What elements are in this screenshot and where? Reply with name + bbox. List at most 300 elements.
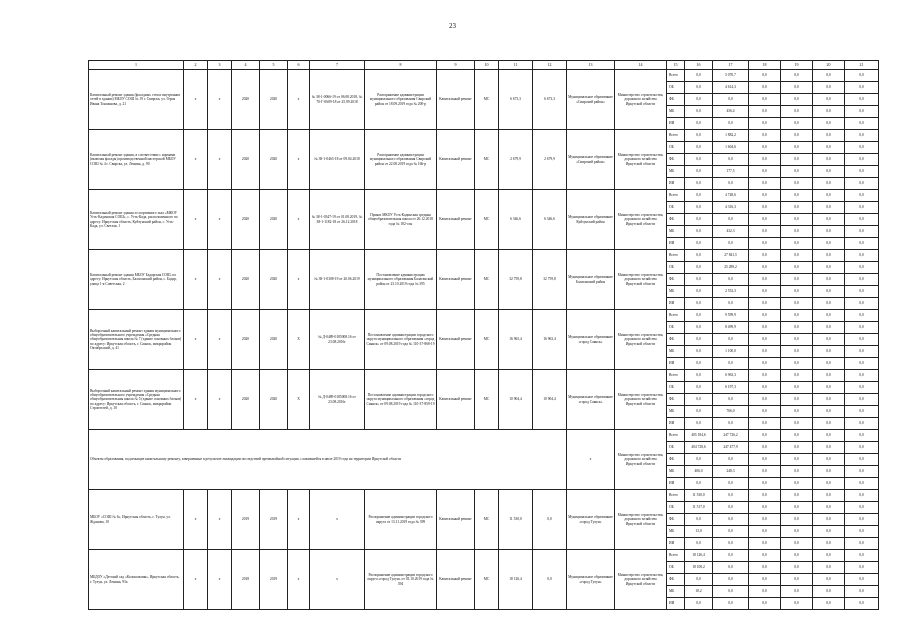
table-row [89, 370, 879, 382]
funding-value: 0,0 [713, 274, 749, 286]
cell-c14: Министерство строительства, дорожного хозяйства Иркутской области [615, 250, 667, 310]
funding-value: 0,0 [781, 154, 813, 166]
column-number: 15 [667, 61, 685, 70]
funding-value: 0,0 [749, 574, 781, 586]
cell-c8: Постановление администрации муниципального образования Балаганский район от 23.10.2019 года № 395 [365, 250, 437, 310]
funding-value: 0,0 [781, 490, 813, 502]
funding-value: 11 517,0 [685, 502, 713, 514]
table-row [89, 250, 879, 262]
funding-value: 0,0 [749, 70, 781, 82]
funding-value: 0,0 [749, 202, 781, 214]
funding-value: 0,0 [813, 286, 845, 298]
funding-value: 0,0 [781, 526, 813, 538]
funding-value: 0,0 [845, 298, 879, 310]
funding-value: 0,0 [845, 430, 879, 442]
funding-value: 0,0 [685, 598, 713, 610]
funding-source-label: Всего [667, 550, 685, 562]
funding-value: 11 530,0 [685, 490, 713, 502]
funding-value: 0,0 [713, 394, 749, 406]
funding-value: 0,0 [781, 502, 813, 514]
funding-value: 0,0 [749, 418, 781, 430]
funding-value: 0,0 [813, 514, 845, 526]
cell-c2: х [184, 70, 208, 130]
funding-value: 0,0 [813, 190, 845, 202]
funding-value: 0,0 [845, 514, 879, 526]
funding-value: 0,0 [813, 322, 845, 334]
funding-value: 0,0 [685, 346, 713, 358]
cell-c7: № 38-1-0347-19 от 01.08.2019, № 38-1-1182-18 от 26.12.2018 [310, 190, 365, 250]
funding-value: 0,0 [813, 298, 845, 310]
funding-value: 0,0 [813, 154, 845, 166]
table-row [89, 70, 879, 82]
object-name: Капитальный ремонт здания, в соответствии с нормами (включая фасады) производственной мастерской МБОУ СОШ № 4 г. Свирска, ул. Ленина, д. 90 [89, 130, 184, 190]
funding-value: 0,0 [845, 526, 879, 538]
funding-source-label: ИИ [667, 118, 685, 130]
funding-value: 0,0 [685, 142, 713, 154]
funding-value: 766,0 [713, 406, 749, 418]
cell-c6: Х [288, 310, 310, 370]
funding-value: 0,0 [781, 262, 813, 274]
funding-value: 0,0 [749, 526, 781, 538]
funding-source-label: МБ [667, 526, 685, 538]
funding-value: 0,0 [781, 430, 813, 442]
funding-value: 0,0 [845, 178, 879, 190]
table-row [89, 190, 879, 202]
funding-source-label: МБ [667, 406, 685, 418]
funding-value: 0,0 [749, 166, 781, 178]
object-name: Выборочный капитальный ремонт здания муниципального общеобразовательного учреждения «Средняя общеобразовательная школа № 7 (здание основных блоков) по адресу: Иркутская область, г. Саянск, микрорайон Октябрьский, д. 41 [89, 310, 184, 370]
funding-value: 404 728,6 [685, 442, 713, 454]
funding-source-label: Всего [667, 70, 685, 82]
cell-c5: 2020 [260, 130, 288, 190]
funding-value: 0,0 [749, 154, 781, 166]
funding-value: 0,0 [813, 130, 845, 142]
funding-value: 0,0 [845, 274, 879, 286]
cell-c7: № 38-1-0463-18 от 09.04.2018 [310, 130, 365, 190]
cell-c5: 2019 [260, 550, 288, 610]
funding-value: 0,0 [781, 238, 813, 250]
funding-value: 432,3 [713, 226, 749, 238]
funding-value: 0,0 [685, 130, 713, 142]
funding-value: 1 100,0 [713, 346, 749, 358]
funding-value: 0,0 [749, 214, 781, 226]
funding-value: 0,0 [713, 418, 749, 430]
cell-c12: 6 673,3 [533, 70, 567, 130]
funding-source-label: Всего [667, 370, 685, 382]
cell-c2: х [184, 550, 208, 610]
section-title: Объекты образования, подлежащие капитальному ремонту, завершенные в результате ликвидации последствий чрезвычайной ситуации, сложившейся в июле 2019 года на территории Иркутской области [89, 430, 567, 490]
cell-c4: 2020 [232, 190, 260, 250]
funding-source-label: МБ [667, 286, 685, 298]
funding-value: 0,0 [813, 214, 845, 226]
funding-value: 0,0 [813, 166, 845, 178]
cell-c12: 0,0 [533, 490, 567, 550]
funding-value: 0,0 [749, 346, 781, 358]
column-number: 18 [749, 61, 781, 70]
cell-c3: х [208, 550, 232, 610]
column-number: 11 [499, 61, 533, 70]
funding-value: 18 108,2 [685, 562, 713, 574]
funding-value: 0,0 [813, 382, 845, 394]
funding-value: 0,0 [685, 106, 713, 118]
cell-c9: Капитальный ремонт [437, 550, 475, 610]
cell-c2: х [184, 130, 208, 190]
cell-c13: Муниципальное образование «город Саянск» [567, 370, 615, 430]
funding-value: 0,0 [749, 310, 781, 322]
funding-source-label: МБ [667, 346, 685, 358]
funding-value: 0,0 [845, 322, 879, 334]
funding-value: 0,0 [749, 334, 781, 346]
funding-source-label: ОБ [667, 202, 685, 214]
funding-value: 0,0 [713, 178, 749, 190]
funding-value: 0,0 [813, 118, 845, 130]
funding-value: 0,0 [749, 178, 781, 190]
funding-source-label: ФБ [667, 214, 685, 226]
funding-value: 0,0 [685, 166, 713, 178]
funding-value: 0,0 [781, 454, 813, 466]
cell-c12: 32 759,8 [533, 250, 567, 310]
column-number: 13 [567, 61, 615, 70]
funding-value: 0,0 [781, 298, 813, 310]
funding-source-label: ФБ [667, 274, 685, 286]
funding-value: 0,0 [845, 346, 879, 358]
funding-source-label: МБ [667, 466, 685, 478]
cell-c11: 6 346,6 [499, 190, 533, 250]
column-number: 4 [232, 61, 260, 70]
funding-source-label: ОБ [667, 442, 685, 454]
cell-c11: 10 904,4 [499, 370, 533, 430]
cell-c12: 2 679,9 [533, 130, 567, 190]
column-number: 12 [533, 61, 567, 70]
funding-value: 0,0 [813, 394, 845, 406]
funding-value: 0,0 [813, 274, 845, 286]
cell-c5: 2019 [260, 490, 288, 550]
funding-value: 0,0 [685, 70, 713, 82]
funding-value: 0,0 [813, 106, 845, 118]
funding-value: 0,0 [845, 262, 879, 274]
funding-source-label: МБ [667, 106, 685, 118]
funding-value: 0,0 [813, 574, 845, 586]
funding-source-label: Всего [667, 130, 685, 142]
cell-c10: МС [475, 370, 499, 430]
funding-value: 0,0 [781, 70, 813, 82]
funding-value: 0,0 [781, 478, 813, 490]
funding-value: 0,0 [749, 502, 781, 514]
funding-value: 0,0 [685, 262, 713, 274]
funding-value: 0,0 [781, 562, 813, 574]
funding-source-label: ОБ [667, 382, 685, 394]
funding-value: 0,0 [781, 358, 813, 370]
funding-value: 0,0 [749, 82, 781, 94]
cell-c8: Постановление администрации городского округа муниципального образования «город Саянск» от 09.08.2019 года № 110-37-868-19 [365, 310, 437, 370]
funding-value: 0,0 [685, 250, 713, 262]
funding-value: 0,0 [685, 94, 713, 106]
cell-c11: 6 673,3 [499, 70, 533, 130]
funding-value: 0,0 [713, 574, 749, 586]
funding-value: 0,0 [813, 526, 845, 538]
funding-value: 0,0 [845, 214, 879, 226]
funding-value: 0,0 [713, 514, 749, 526]
funding-source-label: ИИ [667, 418, 685, 430]
funding-source-label: ФБ [667, 334, 685, 346]
funding-value: 0,0 [749, 94, 781, 106]
funding-value: 0,0 [781, 142, 813, 154]
funding-value: 0,0 [845, 94, 879, 106]
column-number: 7 [310, 61, 365, 70]
funding-value: 0,0 [749, 118, 781, 130]
funding-value: 0,0 [781, 166, 813, 178]
funding-value: 0,0 [749, 250, 781, 262]
column-number: 20 [813, 61, 845, 70]
cell-c3: х [208, 130, 232, 190]
funding-value: 25 289,2 [713, 262, 749, 274]
cell-c4: 2020 [232, 130, 260, 190]
funding-value: 248,3 [713, 466, 749, 478]
funding-value: 0,0 [813, 250, 845, 262]
funding-value: 0,0 [685, 406, 713, 418]
funding-value: 0,0 [813, 346, 845, 358]
funding-value: 0,0 [713, 118, 749, 130]
funding-value: 0,0 [781, 310, 813, 322]
funding-value: 0,0 [749, 406, 781, 418]
funding-value: 0,0 [749, 142, 781, 154]
funding-value: 0,0 [749, 454, 781, 466]
funding-value: 0,0 [749, 586, 781, 598]
funding-value: 0,0 [813, 262, 845, 274]
funding-value: 406,0 [685, 466, 713, 478]
cell-c9: Капитальный ремонт [437, 310, 475, 370]
funding-value: 18 126,4 [685, 550, 713, 562]
object-name: Капитальный ремонт здания МБОУ Бадарская СОШ, по адресу: Иркутская область, Балаганский район, с. Бадар, улица 1-я Советская, 2 [89, 250, 184, 310]
funding-source-label: ОБ [667, 82, 685, 94]
funding-value: 0,0 [781, 394, 813, 406]
funding-value: 0,0 [813, 562, 845, 574]
cell-c10: МС [475, 490, 499, 550]
funding-value: 0,0 [685, 274, 713, 286]
funding-source-label: МБ [667, 226, 685, 238]
funding-value: 0,0 [713, 586, 749, 598]
cell-c11: 2 679,9 [499, 130, 533, 190]
funding-value: 0,0 [781, 574, 813, 586]
column-number: 5 [260, 61, 288, 70]
cell-c8: Постановление администрации городского округа муниципального образования «город Саянск» от 09.08.2019 года № 110-37-859-19 [365, 370, 437, 430]
funding-value: 5 070,7 [713, 70, 749, 82]
funding-value: 0,0 [685, 298, 713, 310]
funding-value: 0,0 [813, 202, 845, 214]
cell-c6: х [288, 130, 310, 190]
cell-c7: № Д-0489-0185008.16 от 23.08.2016г [310, 370, 365, 430]
funding-source-label: ФБ [667, 454, 685, 466]
funding-value: 0,0 [813, 70, 845, 82]
funding-value: 0,0 [845, 202, 879, 214]
funding-value: 0,0 [781, 538, 813, 550]
cell-c11: 16 963,4 [499, 310, 533, 370]
funding-value: 0,0 [685, 202, 713, 214]
cell-c11: 32 759,8 [499, 250, 533, 310]
cell-c2: х [184, 190, 208, 250]
funding-value: 0,0 [749, 382, 781, 394]
funding-value: 0,0 [685, 574, 713, 586]
cell-c3: х [208, 70, 232, 130]
funding-value: 0,0 [845, 334, 879, 346]
cell-c4: 2020 [232, 370, 260, 430]
funding-value: 0,0 [713, 562, 749, 574]
funding-source-label: Всего [667, 250, 685, 262]
cell-c14: Министерство строительства, дорожного хозяйства Иркутской области [615, 550, 667, 610]
funding-value: 0,0 [749, 274, 781, 286]
funding-value: 0,0 [713, 214, 749, 226]
funding-value: 456,4 [713, 106, 749, 118]
funding-value: 0,0 [685, 478, 713, 490]
funding-source-label: Всего [667, 430, 685, 442]
funding-value: 0,0 [845, 562, 879, 574]
funding-source-label: Всего [667, 310, 685, 322]
funding-value: 0,0 [781, 370, 813, 382]
column-number: 16 [685, 61, 713, 70]
funding-value: 0,0 [781, 586, 813, 598]
cell-c8: Приказ МКОУ Усть-Кадинская средняя общеобразовательная школа от 26.12.2018 года № 182-осн [365, 190, 437, 250]
funding-value: 0,0 [813, 370, 845, 382]
funding-value: 0,0 [749, 394, 781, 406]
funding-value: 0,0 [749, 490, 781, 502]
cell-c10: МС [475, 550, 499, 610]
funding-value: 0,0 [749, 358, 781, 370]
table-row [89, 550, 879, 562]
funding-value: 0,0 [749, 514, 781, 526]
funding-value: 0,0 [685, 538, 713, 550]
funding-value: 0,0 [845, 310, 879, 322]
funding-value: 0,0 [845, 166, 879, 178]
column-number-row [89, 61, 879, 70]
funding-value: 0,0 [749, 130, 781, 142]
funding-value: 0,0 [749, 538, 781, 550]
funding-source-label: ОБ [667, 502, 685, 514]
funding-value: 0,0 [813, 142, 845, 154]
funding-value: 0,0 [749, 478, 781, 490]
funding-value: 0,0 [781, 274, 813, 286]
funding-value: 0,0 [713, 238, 749, 250]
funding-value: 0,0 [845, 358, 879, 370]
funding-value: 0,0 [713, 490, 749, 502]
cell-c3: х [208, 370, 232, 430]
funding-value: 0,0 [781, 322, 813, 334]
cell-c6: х [288, 490, 310, 550]
funding-value: 0,0 [685, 226, 713, 238]
funding-value: 0,0 [845, 394, 879, 406]
cell-c8: Распоряжение администрации городского округа от 13.11.2019 года № 399 [365, 490, 437, 550]
column-number: 10 [475, 61, 499, 70]
funding-source-label: ИИ [667, 538, 685, 550]
funding-value: 0,0 [713, 334, 749, 346]
table-row [89, 490, 879, 502]
funding-value: 0,0 [845, 478, 879, 490]
funding-value: 0,0 [749, 286, 781, 298]
funding-value: 0,0 [781, 598, 813, 610]
funding-value: 0,0 [781, 442, 813, 454]
cell-c2: х [184, 310, 208, 370]
cell-c10: МС [475, 250, 499, 310]
funding-value: 0,0 [845, 442, 879, 454]
funding-value: 0,0 [781, 286, 813, 298]
cell-c13: Муниципальное образование Куйтунский район [567, 190, 615, 250]
funding-value: 0,0 [845, 406, 879, 418]
funding-source-label: ФБ [667, 94, 685, 106]
funding-value: 0,0 [845, 574, 879, 586]
funding-value: 0,0 [813, 466, 845, 478]
funding-value: 0,0 [845, 538, 879, 550]
funding-value: 0,0 [781, 94, 813, 106]
funding-value: 0,0 [845, 70, 879, 82]
funding-value: 18,2 [685, 586, 713, 598]
funding-value: 0,0 [845, 466, 879, 478]
funding-value: 0,0 [685, 214, 713, 226]
funding-value: 0,0 [713, 154, 749, 166]
funding-value: 0,0 [713, 526, 749, 538]
funding-value: 0,0 [845, 286, 879, 298]
cell-c12: 6 346,6 [533, 190, 567, 250]
funding-value: 0,0 [845, 418, 879, 430]
cell-c8: Распоряжение администрации городского округа «город Тулун» от 03.10.2019 года № 394 [365, 550, 437, 610]
funding-value: 0,0 [813, 490, 845, 502]
funding-value: 0,0 [781, 334, 813, 346]
cell-c10: МС [475, 190, 499, 250]
cell-c14: Министерство строительства, дорожного хозяйства Иркутской области [615, 430, 667, 490]
funding-value: 0,0 [845, 118, 879, 130]
cell-c7: х [310, 490, 365, 550]
funding-value: 0,0 [713, 478, 749, 490]
funding-value: 0,0 [781, 214, 813, 226]
cell-c9: Капитальный ремонт [437, 370, 475, 430]
funding-value: 0,0 [845, 154, 879, 166]
cell-c4: 2018 [232, 550, 260, 610]
funding-value: 0,0 [781, 202, 813, 214]
funding-value: 0,0 [813, 538, 845, 550]
funding-value: 0,0 [845, 238, 879, 250]
funding-value: 0,0 [685, 454, 713, 466]
cell-c5: 2020 [260, 370, 288, 430]
funding-value: 0,0 [781, 226, 813, 238]
funding-value: 0,0 [781, 406, 813, 418]
column-number: 2 [184, 61, 208, 70]
cell-c7: х [310, 550, 365, 610]
funding-value: 0,0 [685, 358, 713, 370]
cell-c13: Муниципальное образование Балаганский район [567, 250, 615, 310]
funding-value: 0,0 [685, 418, 713, 430]
funding-value: 0,0 [845, 226, 879, 238]
funding-value: 177,5 [713, 166, 749, 178]
funding-value: 2 552,3 [713, 286, 749, 298]
cell-c2: х [184, 370, 208, 430]
funding-value: 9 599,9 [713, 310, 749, 322]
table-row [89, 310, 879, 322]
cell-c14: Министерство строительства, дорожного хозяйства Иркутской области [615, 370, 667, 430]
object-name: МБДОУ «Детский сад «Колокольчик», Иркутская область, г. Тулун, ул. Ленина, 93а [89, 550, 184, 610]
funding-value: 0,0 [685, 118, 713, 130]
funding-value: 405 184,6 [685, 430, 713, 442]
cell-c11: 18 126,4 [499, 550, 533, 610]
object-name: МБОУ «СОШ № 6», Иркутская область, г. Тулун, ул. Жданова, 10 [89, 490, 184, 550]
funding-value: 13,0 [685, 526, 713, 538]
funding-value: 0,0 [749, 442, 781, 454]
funding-value: 0,0 [713, 538, 749, 550]
funding-value: 0,0 [813, 82, 845, 94]
funding-value: 0,0 [813, 334, 845, 346]
cell-c2: х [184, 490, 208, 550]
funding-value: 0,0 [713, 358, 749, 370]
cell-c13: Муниципальное образование «Свирский район» [567, 130, 615, 190]
funding-value: 0,0 [845, 370, 879, 382]
funding-value: 0,0 [685, 514, 713, 526]
